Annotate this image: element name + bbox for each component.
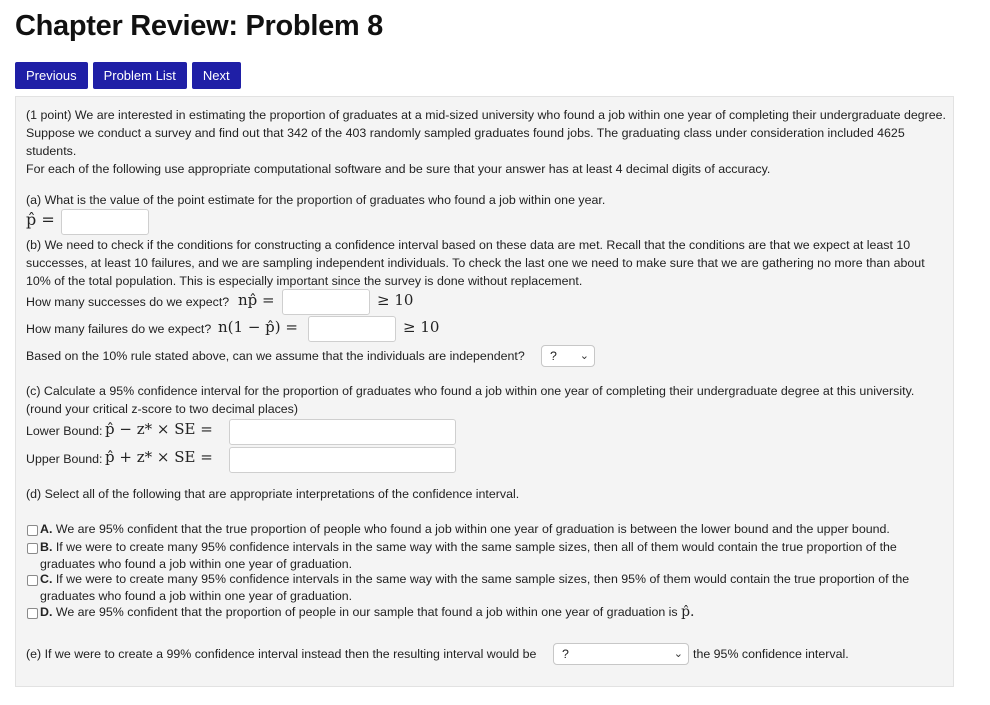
part-c-text: (c) Calculate a 95% confidence interval for the proportion of graduates who found a job within one year of completing their undergraduate degree at this university. (round your critical z-score to two decimal places) [26, 384, 915, 416]
part-a-math: p̂ = [26, 210, 55, 229]
option-d-key: D. [40, 605, 53, 619]
successes-label: How many successes do we expect? [26, 295, 230, 309]
part-a-question: (a) What is the value of the point estimate for the proportion of graduates who found a job within one year. [26, 193, 606, 207]
problem-instructions: For each of the following use appropriate computational software and be sure that your answer has at least 4 decimal digits of accuracy. [26, 162, 771, 176]
option-b-checkbox[interactable] [27, 543, 38, 554]
option-d-label: We are 95% confident that the proportion of people in our sample that found a job within one year of graduation is [55, 605, 678, 619]
problem-list-button[interactable]: Problem List [93, 62, 187, 89]
point-estimate-input[interactable] [61, 209, 149, 235]
option-d-checkbox[interactable] [27, 608, 38, 619]
option-c-checkbox[interactable] [27, 575, 38, 586]
independence-label: Based on the 10% rule stated above, can we assume that the individuals are independent? [26, 349, 525, 363]
failures-condition: ≥ 10 [403, 318, 440, 336]
option-d-math: p̂. [681, 604, 695, 620]
failures-input[interactable] [308, 316, 396, 342]
option-a-checkbox[interactable] [27, 525, 38, 536]
interval-comparison-value: ? [562, 647, 569, 661]
option-b-key: B. [40, 540, 53, 554]
failures-math: n(1 − p̂) = [218, 318, 298, 336]
next-button[interactable]: Next [192, 62, 241, 89]
option-a-key: A. [40, 522, 53, 536]
failures-label: How many failures do we expect? [26, 322, 212, 336]
problem-intro: (1 point) We are interested in estimating the proportion of graduates at a mid-sized university who found a job within one year of completing their undergraduate degree. Suppose we conduct a survey and find out that 342 of the 403 randomly sampled graduates found jobs. The graduating class under consideration included 4625 students. [26, 108, 946, 158]
upper-bound-math: p̂ + z* × SE = [105, 448, 213, 466]
upper-bound-label: Upper Bound: [26, 452, 103, 466]
problem-nav [15, 62, 241, 89]
option-b-label: If we were to create many 95% confidence intervals in the same way with the same sample sizes, then all of them would contain the true proportion of the graduates who found a job within one year of graduation. [40, 540, 897, 571]
successes-condition: ≥ 10 [377, 291, 414, 309]
upper-bound-input[interactable] [229, 447, 456, 473]
chevron-down-icon: ⌄ [673, 648, 683, 660]
page-title: Chapter Review: Problem 8 [15, 10, 383, 42]
previous-button[interactable]: Previous [15, 62, 88, 89]
interval-comparison-select[interactable] [553, 643, 689, 665]
option-a-text [40, 521, 945, 538]
option-c-text [40, 571, 945, 604]
lower-bound-label: Lower Bound: [26, 424, 103, 438]
chevron-down-icon: ⌄ [579, 350, 589, 362]
part-e-text: (e) If we were to create a 99% confidence interval instead then the resulting interval would be [26, 647, 537, 661]
part-e-suffix: the 95% confidence interval. [693, 647, 849, 661]
independence-select-value: ? [550, 349, 557, 363]
part-d-text: (d) Select all of the following that are appropriate interpretations of the confidence interval. [26, 487, 520, 501]
independence-select[interactable] [541, 345, 595, 367]
option-b-text [40, 539, 945, 572]
lower-bound-math: p̂ − z* × SE = [105, 420, 213, 438]
option-d-text [40, 604, 945, 621]
option-c-label: If we were to create many 95% confidence intervals in the same way with the same sample sizes, then 95% of them would contain the true proportion of the graduates who found a job within one year of graduation. [40, 572, 910, 603]
option-a-label: We are 95% confident that the true proportion of people who found a job within one year of graduation is between the lower bound and the upper bound. [55, 522, 890, 536]
part-b-text: (b) We need to check if the conditions for constructing a confidence interval based on these data are met. Recall that the conditions are that we expect at least 10 successes, at least 10 failures, and we are sampling independent individuals. To check the last one we need to make sure that we are gathering no more than about 10% of the total population. This is especially important since the survey is done without replacement. [26, 238, 925, 288]
lower-bound-input[interactable] [229, 419, 456, 445]
successes-math: np̂ = [238, 291, 275, 309]
successes-input[interactable] [282, 289, 370, 315]
option-c-key: C. [40, 572, 53, 586]
problem-panel [15, 96, 954, 687]
